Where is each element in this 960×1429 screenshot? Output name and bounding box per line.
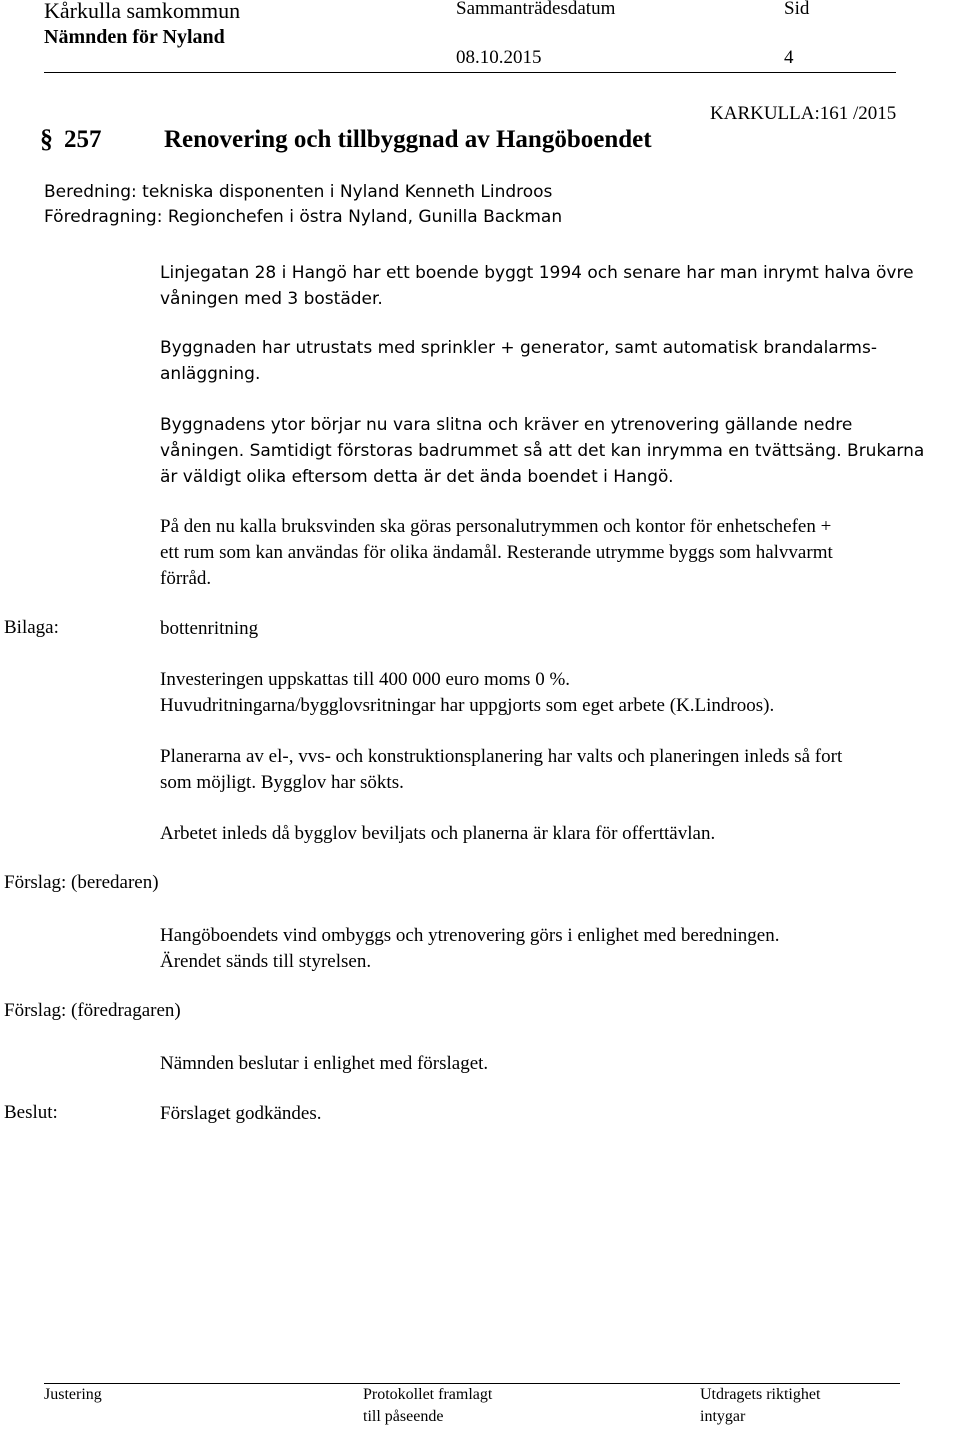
forslag-foredragaren-text [160,1051,960,1077]
paragraph-line: som möjligt. Bygglov har sökts. [160,772,404,793]
meeting-date: 08.10.2015 [456,47,542,68]
paragraph-2 [160,335,950,387]
paragraph-line: våningen. Samtidigt förstoras badrummet så att det kan inrymma en tvättsäng. Brukarna [160,441,925,461]
board-name: Nämnden för Nyland [44,26,225,48]
section-symbol: § [40,124,53,153]
footer-protokoll-line2: till påseende [363,1408,444,1425]
attachment-name: bottenritning [160,618,259,639]
bilaga-label: Bilaga: [4,617,59,638]
paragraph-line: På den nu kalla bruksvinden ska göras personalutrymmen och kontor för enhetschefen + [160,516,832,537]
paragraph-line: våningen med 3 bostäder. [160,289,383,309]
section-ref: KARKULLA:161 /2015 [710,103,897,124]
paragraph-line: Ärendet sänds till styrelsen. [160,951,372,972]
date-label: Sammanträdesdatum [456,0,616,19]
paragraph-7 [160,821,960,847]
beslut-text [160,1101,960,1127]
section-number: 257 [64,126,102,153]
paragraph-line: förråd. [160,568,212,589]
paragraph-line: ett rum som kan användas för olika ändamål. Resterande utrymme byggs som halvvarmt [160,542,833,563]
paragraph-6 [160,744,960,796]
paragraph-line: Byggnaden har utrustats med sprinkler + generator, samt automatisk brandalarms- [160,338,877,358]
page-number: 4 [784,47,794,68]
footer-utdrag-line2: intygar [700,1408,746,1425]
page-label: Sid [784,0,810,19]
section-title: Renovering och tillbyggnad av Hangöboendet [164,126,652,153]
paragraph-line: är väldigt olika eftersom detta är det ända boendet i Hangö. [160,467,674,487]
footer-utdrag-line1: Utdragets riktighet [700,1386,821,1403]
forslag-beredaren-label: Förslag: (beredaren) [4,872,159,893]
paragraph-line: Byggnadens ytor börjar nu vara slitna och kräver en ytrenovering gällande nedre [160,415,853,435]
paragraph-line: Hangöboendets vind ombyggs och ytrenovering görs i enlighet med beredningen. [160,925,780,946]
header-rule [44,72,896,73]
beredning-line: Beredning: tekniska disponenten i Nyland Kenneth Lindroos [44,182,553,202]
paragraph-line: Nämnden beslutar i enlighet med förslaget. [160,1053,489,1074]
footer-protokoll-line1: Protokollet framlagt [363,1386,493,1403]
bilaga-value [160,616,960,642]
beslut-label: Beslut: [4,1102,58,1123]
paragraph-line: anläggning. [160,364,261,384]
paragraph-line: Arbetet inleds då bygglov beviljats och planerna är klara för offerttävlan. [160,823,716,844]
footer-rule [44,1383,900,1384]
paragraph-line: Investeringen uppskattas till 400 000 euro moms 0 %. [160,669,571,690]
paragraph-5 [160,667,960,719]
forslag-foredragaren-label: Förslag: (föredragaren) [4,1000,181,1021]
footer-justering: Justering [44,1386,102,1403]
paragraph-line: Planerarna av el-, vvs- och konstruktionsplanering har valts och planeringen inleds så fort [160,746,843,767]
paragraph-3 [160,412,950,490]
forslag-beredaren-text [160,923,960,975]
paragraph-4 [160,514,960,592]
paragraph-1 [160,260,950,312]
paragraph-line: Linjegatan 28 i Hangö har ett boende byggt 1994 och senare har man inrymt halva övre [160,263,914,283]
org-name: Kårkulla samkommun [44,0,241,23]
foredragning-line: Föredragning: Regionchefen i östra Nyland, Gunilla Backman [44,207,563,227]
paragraph-line: Huvudritningarna/bygglovsritningar har uppgjorts som eget arbete (K.Lindroos). [160,695,775,716]
decision-text: Förslaget godkändes. [160,1103,322,1124]
